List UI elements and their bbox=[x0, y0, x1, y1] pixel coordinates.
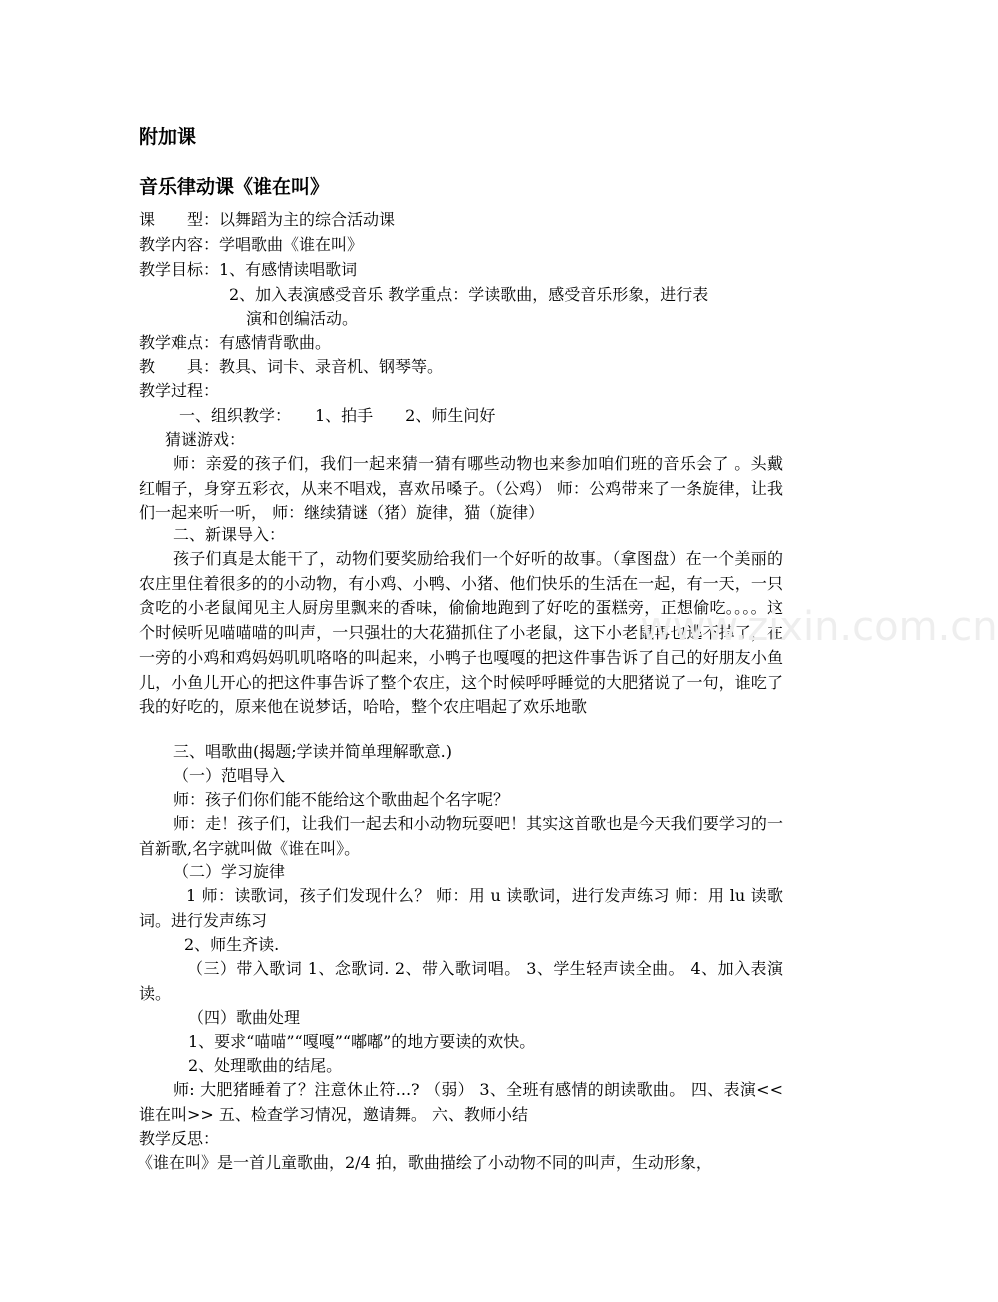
paragraph-lyrics: （三）带入歌词 1、念歌词. 2、带入歌词唱。 3、学生轻声读全曲。 4、加入表演读。 bbox=[139, 959, 783, 1003]
sub-processing: （四）歌曲处理 bbox=[188, 1008, 301, 1027]
watermark: www.zixin.com.cn bbox=[640, 604, 998, 650]
step-organize: 一、组织教学： 1、拍手 2、师生问好 bbox=[179, 406, 496, 425]
lesson-content: 教学内容：学唱歌曲《谁在叫》 bbox=[139, 235, 364, 254]
lesson-goals-2: 2、加入表演感受音乐 教学重点：学读歌曲，感受音乐形象，进行表 bbox=[229, 285, 709, 304]
lesson-difficulty: 教学难点：有感情背歌曲。 bbox=[139, 333, 332, 352]
sub-demo: （一）范唱导入 bbox=[173, 766, 286, 785]
requirement-1: 1、要求“喵喵”“嘎嘎”“嘟嘟”的地方要读的欢快。 bbox=[188, 1032, 536, 1051]
sub-melody: （二）学习旋律 bbox=[173, 862, 286, 881]
lesson-goals-2b: 演和创编活动。 bbox=[246, 309, 359, 328]
paragraph-riddle: 师：亲爱的孩子们，我们一起来猜一猜有哪些动物也来参加咱们班的音乐会了 。头戴红帽子，身穿五彩衣，从来不唱戏，喜欢吊嗓子。（公鸡） 师：公鸡带来了一条旋律，让我们一起来听一听， 师：继续猜谜（猪）旋律，猫（旋律） bbox=[139, 454, 783, 523]
reflection-text: 《谁在叫》是一首儿童歌曲，2/4 拍，歌曲描绘了小动物不同的叫声，生动形象， bbox=[137, 1153, 712, 1172]
reflection-heading: 教学反思： bbox=[139, 1129, 220, 1148]
paragraph-story: 孩子们真是太能干了，动物们要奖励给我们一个好听的故事。（拿图盘）在一个美丽的农庄里住着很多的的小动物，有小鸡、小鸭、小猪、他们快乐的生活在一起，有一天，一只贪吃的小老鼠闻见主人厨房里飘来的香味，偷偷地跑到了好吃的蛋糕旁，正想偷吃。。。。这个时候听见喵喵喵的叫声，一只强壮的大花猫抓住了小老鼠，这下小老鼠再也逃不掉了，在一旁的小鸡和鸡妈妈叽叽咯咯的叫起来，小鸭子也嘎嘎的把这件事告诉了自己的好朋友小鱼儿，小鱼儿开心的把这件事告诉了整个农庄，这个时候呼呼睡觉的大肥猪说了一句，谁吃了我的好吃的，原来他在说梦话，哈哈，整个农庄唱起了欢乐地歌 bbox=[139, 549, 783, 717]
lesson-tools: 教 具：教具、词卡、录音机、钢琴等。 bbox=[139, 357, 444, 376]
lesson-title: 音乐律动课《谁在叫》 bbox=[139, 176, 330, 198]
paragraph-melody: 1 师：读歌词，孩子们发现什么？ 师：用 u 读歌词，进行发声练习 师：用 lu 读歌词。进行发声练习 bbox=[139, 886, 783, 930]
step-sing: 三、唱歌曲(揭题;学读并简单理解歌意.) bbox=[173, 742, 452, 761]
doc-title: 附加课 bbox=[139, 126, 197, 148]
paragraph-new-song: 师：走！孩子们，让我们一起去和小动物玩耍吧！其实这首歌也是今天我们要学习的一首新歌,名字就叫做《谁在叫》。 bbox=[139, 814, 783, 858]
riddle-game: 猜谜游戏： bbox=[165, 430, 246, 449]
step-new-lesson: 二、新课导入： bbox=[173, 525, 286, 544]
lesson-type: 课 型：以舞蹈为主的综合活动课 bbox=[139, 210, 396, 229]
requirement-2: 2、处理歌曲的结尾。 bbox=[188, 1056, 343, 1075]
question-name: 师：孩子们你们能不能给这个歌曲起个名字呢？ bbox=[173, 790, 510, 809]
process-heading: 教学过程： bbox=[139, 381, 220, 400]
paragraph-perform: 师: 大肥猪睡着了？注意休止符...? （弱） 3、全班有感情的朗读歌曲。 四、表演<<谁在叫>> 五、检查学习情况，邀请舞。 六、教师小结 bbox=[139, 1080, 783, 1124]
lesson-goals-1: 教学目标：1、有感情读唱歌词 bbox=[139, 260, 358, 279]
item-read-together: 2、师生齐读. bbox=[184, 935, 280, 954]
